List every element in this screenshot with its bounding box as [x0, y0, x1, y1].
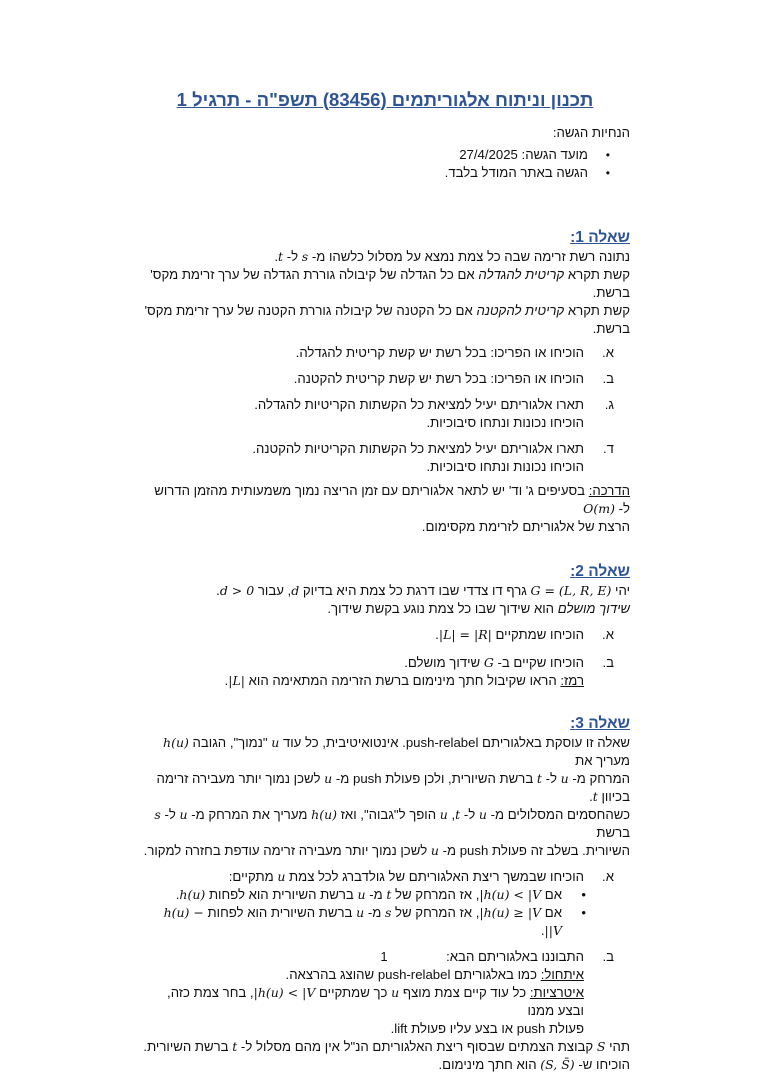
question-2 [140, 562, 630, 690]
q1-item-b: ב. הוכיחו או הפריכו: בכל רשת יש קשת קריטית להקטנה. [293, 371, 614, 386]
q2-hint: רמז: הראו שקיבול חתך מינימום ברשת הזרימה המתאימה הוא |L|. [224, 673, 584, 688]
q1-item-c: ג. תארו אלגוריתם יעיל למציאת כל הקשתות הקריטיות להגדלה. הוכיחו נכונות ונתחו סיבוכיות. [254, 397, 614, 430]
q1-items [140, 344, 630, 476]
q1-hint: הדרכה: בסעיפים ג' וד' יש לתאר אלגוריתם עם זמן הריצה נמוך משמעותית מהזמן הדרוש ל- O(m) [154, 483, 630, 516]
question-3-heading: שאלה 3: [570, 715, 630, 732]
q3-a-condition-1: • אם h(u) < |V|, אז המרחק של t מ- u ברשת השיורית הוא לפחות h(u). [140, 886, 562, 904]
q2-item-a: א. הוכיחו שמתקיים |L| = |R|. [435, 627, 614, 642]
instructions-list [140, 146, 630, 182]
page-number: 1 [380, 949, 388, 964]
q1-item-a: א. הוכיחו או הפריכו: בכל רשת יש קשת קריטית להגדלה. [295, 345, 614, 360]
q3-iterations: איטרציות: כל עוד קיים צמת מוצף u כך שמתקיים h(u) < |V|, בחר צמת כזה, ובצע ממנו [167, 985, 584, 1018]
question-1 [140, 228, 630, 536]
instruction-item: • מועד הגשה: 27/4/2025 [140, 146, 588, 164]
q3-item-b: ב. התבוננו באלגוריתם הבא: איתחול: כמו באלגוריתם push-relabel שהוצג בהרצאה. איטרציות: כל עוד קיים צמת מוצף u כך שמתקיים h(u) < |V|, בחר צמת כזה, ובצע ממנו פעולת push או בצע עליו פעולת lift. [167, 949, 614, 1036]
q3-final-line2: הוכיחו ש- (S, S̄) הוא חתך מינימום. [438, 1057, 630, 1072]
question-2-heading: שאלה 2: [570, 563, 630, 580]
question-3 [140, 714, 630, 1074]
q2-intro-line2: שידוך מושלם הוא שידוך שבו כל צמת נוגע בקשת שידוך. [327, 601, 630, 616]
q2-intro-line1: יהי G = (L, R, E) גרף דו צדדי שבו דרגת כל צמת היא בדיוק d, עבור d > 0. [216, 583, 630, 598]
q3-iterations-line2: פעולת push או בצע עליו פעולת lift. [390, 1021, 584, 1036]
q1-item-d: ד. תארו אלגוריתם יעיל למציאת כל הקשתות הקריטיות להקטנה. הוכיחו נכונות ונתחו סיבוכיות. [252, 441, 614, 474]
instruction-item: • הגשה באתר המודל בלבד. [140, 164, 588, 182]
q3-para-line3: כשהחסמים המסלולים מ- u ל- t, u הופך ל"גבוה", ואז h(u) מעריך את המרחק מ- u ל- s ברשת [154, 807, 630, 840]
q3-para-line1: שאלה זו עוסקת באלגוריתם push-relabel. אינטואיטיבית, כל עוד u "נמוך", הגובה h(u) מעריך את [163, 735, 630, 768]
page-title: תכנון וניתוח אלגוריתמים (83456) תשפ"ה - תרגיל 1 [176, 89, 594, 110]
q3-final-line1: תהי S קבוצת הצמתים שבסוף ריצת האלגוריתם הנ"ל אין מהם מסלול ל- t ברשת השיורית. [143, 1039, 630, 1054]
q3-init: איתחול: כמו באלגוריתם push-relabel שהוצג בהרצאה. [285, 967, 584, 982]
q3-para-line2: המרחק מ- u ל- t ברשת השיורית, ולכן פעולת push מ- u לשכן נמוך יותר מעבירה זרימה בכיוון t. [156, 771, 630, 804]
q1-hint-line2: הרצת של אלגוריתם לזרימת מקסימום. [421, 519, 630, 534]
q3-item-a: א. הוכיחו שבמשך ריצת האלגוריתם של גולדברג לכל צמת u מתקיים: • אם h(u) < |V|, אז המרחק של t מ- u ברשת השיורית הוא לפחות h(u). • אם h(u) ≥ |V|, אז המרחק של s מ- u ברשת השיורית הוא לפחות h(u) − |V|. [140, 868, 584, 940]
q3-a-conditions [140, 886, 584, 940]
q3-para-line4: השיורית. בשלב זה פעולת push מ- u לשכן נמוך יותר מעבירה זרימה עודפת בחזרה למקור. [143, 843, 630, 858]
q1-intro-line1: נתונה רשת זרימה שבה כל צמת נמצא על מסלול כלשהו מ- s ל- t. [274, 249, 630, 264]
q2-items [140, 626, 630, 690]
q3-a-condition-2: • אם h(u) ≥ |V|, אז המרחק של s מ- u ברשת השיורית הוא לפחות h(u) − |V|. [140, 904, 562, 940]
instructions-heading: הנחיות הגשה: [552, 125, 630, 140]
q1-intro-line3: קשת תקרא קריטית להקטנה אם כל הקטנה של קיבולה גוררת הקטנה של ערך זרימת מקס' ברשת. [144, 303, 630, 336]
q2-item-b: ב. הוכיחו שקיים ב- G שידוך מושלם. [404, 655, 614, 670]
q1-intro-line2: קשת תקרא קריטית להגדלה אם כל הגדלה של קיבולה גוררת הגדלה של ערך זרימת מקס' ברשת. [150, 267, 630, 300]
question-1-heading: שאלה 1: [570, 229, 630, 246]
